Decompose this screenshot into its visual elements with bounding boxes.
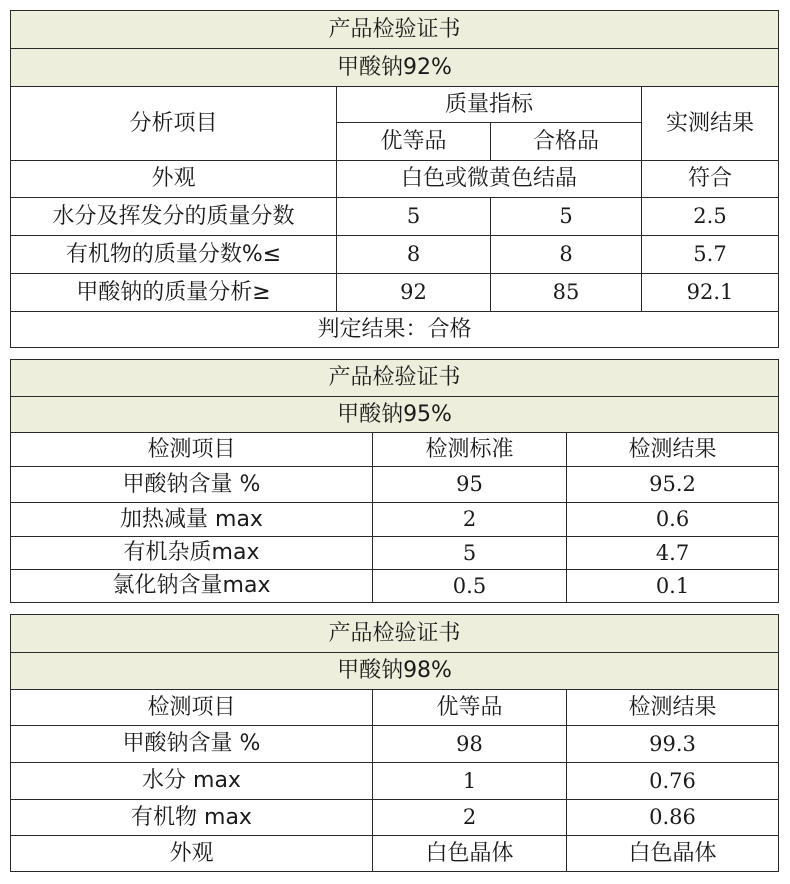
header-item: 分析项目 bbox=[11, 87, 337, 161]
product-name: 甲酸钠95% bbox=[11, 397, 779, 433]
header-item: 检测项目 bbox=[11, 433, 373, 467]
verdict: 判定结果：合格 bbox=[11, 312, 779, 348]
row-item: 水分及挥发分的质量分数 bbox=[11, 198, 337, 236]
row-result: 0.6 bbox=[567, 503, 779, 537]
certificate-title: 产品检验证书 bbox=[11, 360, 779, 397]
row-grade-a: 92 bbox=[337, 274, 491, 312]
header-item: 检测项目 bbox=[11, 690, 373, 726]
row-standard: 1 bbox=[373, 763, 567, 800]
row-result: 5.7 bbox=[642, 236, 779, 274]
row-standard: 白色晶体 bbox=[373, 836, 567, 872]
table-row bbox=[11, 836, 779, 872]
row-grade-b: 5 bbox=[491, 198, 642, 236]
table-row bbox=[11, 236, 779, 274]
row-item: 有机物 max bbox=[11, 800, 373, 836]
row-grade-a: 5 bbox=[337, 198, 491, 236]
row-standard: 95 bbox=[373, 467, 567, 503]
row-standard: 5 bbox=[373, 537, 567, 570]
certificate-title: 产品检验证书 bbox=[11, 11, 779, 49]
row-result: 4.7 bbox=[567, 537, 779, 570]
row-result: 2.5 bbox=[642, 198, 779, 236]
header-standard: 优等品 bbox=[373, 690, 567, 726]
table-row bbox=[11, 198, 779, 236]
row-result: 符合 bbox=[642, 161, 779, 198]
row-standard: 2 bbox=[373, 800, 567, 836]
row-item: 外观 bbox=[11, 161, 337, 198]
certificate-title: 产品检验证书 bbox=[11, 615, 779, 653]
row-spec: 白色或微黄色结晶 bbox=[337, 161, 642, 198]
row-result: 0.1 bbox=[567, 570, 779, 603]
header-result: 检测结果 bbox=[567, 433, 779, 467]
product-name: 甲酸钠92% bbox=[11, 49, 779, 87]
row-item: 有机物的质量分数%≤ bbox=[11, 236, 337, 274]
header-grade-a: 优等品 bbox=[337, 123, 491, 161]
row-standard: 0.5 bbox=[373, 570, 567, 603]
certificate-table-92 bbox=[10, 10, 779, 348]
row-grade-a: 8 bbox=[337, 236, 491, 274]
row-grade-b: 8 bbox=[491, 236, 642, 274]
row-item: 加热减量 max bbox=[11, 503, 373, 537]
row-grade-b: 85 bbox=[491, 274, 642, 312]
row-result: 0.86 bbox=[567, 800, 779, 836]
table-row bbox=[11, 467, 779, 503]
row-result: 92.1 bbox=[642, 274, 779, 312]
certificate-table-95 bbox=[10, 359, 779, 603]
row-item: 甲酸钠的质量分析≥ bbox=[11, 274, 337, 312]
header-result: 实测结果 bbox=[642, 87, 779, 161]
row-result: 白色晶体 bbox=[567, 836, 779, 872]
table-row bbox=[11, 570, 779, 603]
certificate-table-98 bbox=[10, 614, 779, 872]
row-standard: 98 bbox=[373, 726, 567, 763]
header-result: 检测结果 bbox=[567, 690, 779, 726]
header-standard: 检测标准 bbox=[373, 433, 567, 467]
table-row bbox=[11, 800, 779, 836]
table-row bbox=[11, 274, 779, 312]
row-item: 甲酸钠含量 % bbox=[11, 726, 373, 763]
row-result: 0.76 bbox=[567, 763, 779, 800]
table-row bbox=[11, 763, 779, 800]
row-item: 外观 bbox=[11, 836, 373, 872]
table-row bbox=[11, 503, 779, 537]
header-grade-b: 合格品 bbox=[491, 123, 642, 161]
header-spec: 质量指标 bbox=[337, 87, 642, 123]
product-name: 甲酸钠98% bbox=[11, 653, 779, 690]
table-row bbox=[11, 537, 779, 570]
row-result: 99.3 bbox=[567, 726, 779, 763]
row-item: 氯化钠含量max bbox=[11, 570, 373, 603]
row-item: 水分 max bbox=[11, 763, 373, 800]
row-item: 甲酸钠含量 % bbox=[11, 467, 373, 503]
row-result: 95.2 bbox=[567, 467, 779, 503]
row-standard: 2 bbox=[373, 503, 567, 537]
row-item: 有机杂质max bbox=[11, 537, 373, 570]
table-row bbox=[11, 726, 779, 763]
